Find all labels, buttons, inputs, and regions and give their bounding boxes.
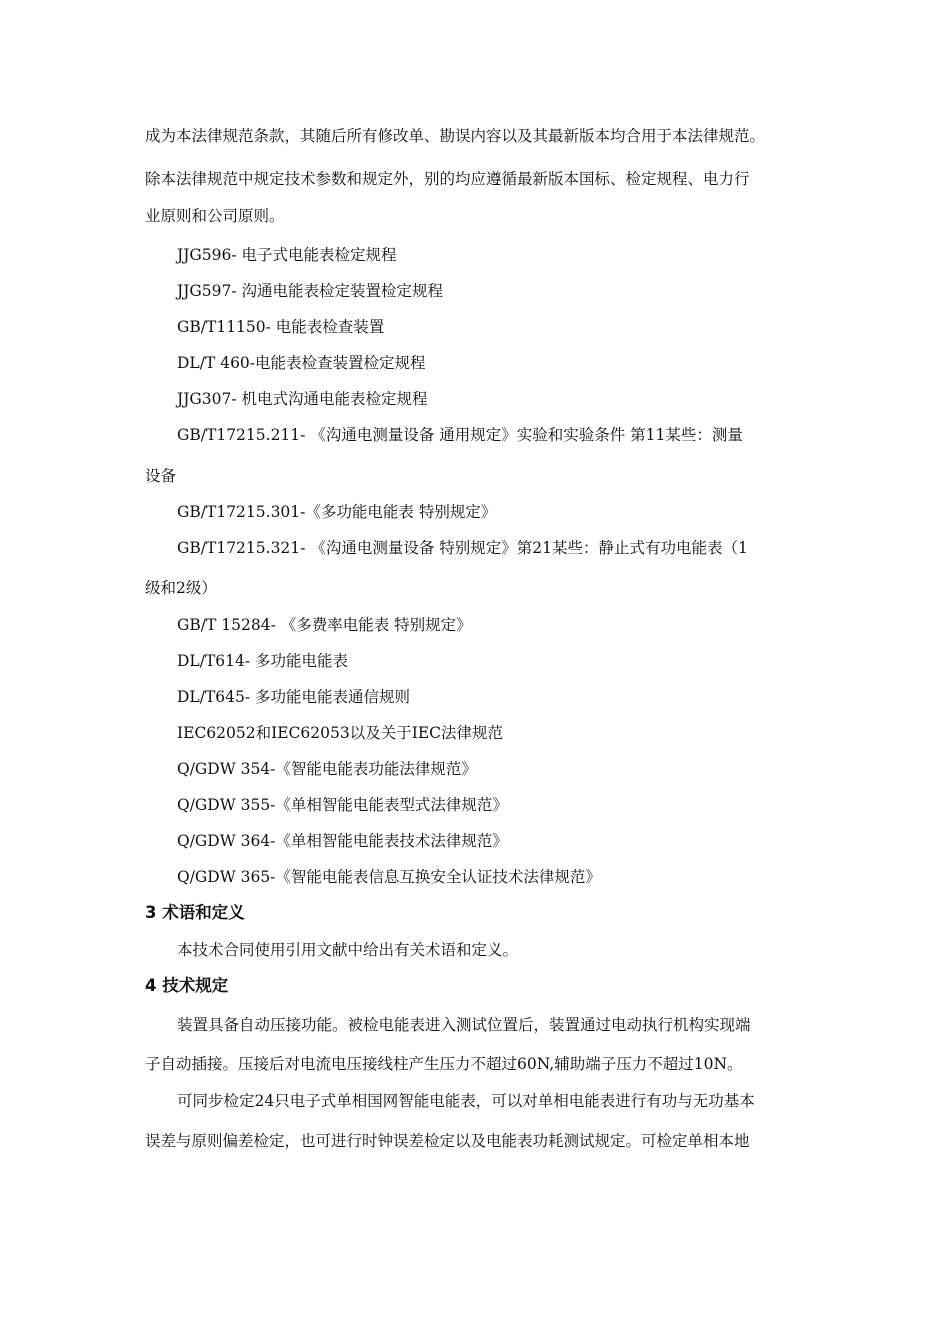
ref-iec62052: IEC62052和IEC62053以及关于IEC法律规范 [177,724,504,742]
section-4-heading: 4 技术规定 [145,976,229,995]
ref-qgdw354: Q/GDW 354-《智能电能表功能法律规范》 [177,760,477,778]
section-4-line-1: 装置具备自动压接功能。被检电能表进入测试位置后，装置通过电动执行机构实现端 [177,1016,751,1034]
section-4-line-4: 误差与原则偏差检定，也可进行时钟误差检定以及电能表功耗测试规定。可检定单相本地 [145,1132,750,1150]
ref-qgdw355: Q/GDW 355-《单相智能电能表型式法律规范》 [177,796,508,814]
ref-gbt17215-211-cont: 设备 [145,467,177,485]
ref-gbt17215-321-cont: 级和2级） [145,579,217,597]
ref-gbt15284: GB/T 15284- 《多费率电能表 特别规定》 [177,616,472,634]
ref-jjg597: JJG597- 沟通电能表检定装置检定规程 [177,282,444,300]
ref-qgdw365: Q/GDW 365-《智能电能表信息互换安全认证技术法律规范》 [177,868,601,886]
intro-line-3: 业原则和公司原则。 [145,207,285,225]
intro-line-1: 成为本法律规范条款，其随后所有修改单、勘误内容以及其最新版本均合用于本法律规范。 [145,127,766,145]
ref-dlt645: DL/T645- 多功能电能表通信规则 [177,688,411,706]
ref-dlt460: DL/T 460-电能表检查装置检定规程 [177,354,426,372]
section-3-body: 本技术合同使用引用文献中给出有关术语和定义。 [177,941,519,959]
section-3-heading: 3 术语和定义 [145,903,245,922]
ref-dlt614: DL/T614- 多功能电能表 [177,652,349,670]
section-4-line-2: 子自动插接。压接后对电流电压接线柱产生压力不超过60N,辅助端子压力不超过10N。 [145,1055,743,1073]
section-4-line-3: 可同步检定24只电子式单相国网智能电能表，可以对单相电能表进行有功与无功基本 [177,1092,755,1110]
ref-qgdw364: Q/GDW 364-《单相智能电能表技术法律规范》 [177,832,508,850]
intro-line-2: 除本法律规范中规定技术参数和规定外，别的均应遵循最新版本国标、检定规程、电力行 [145,170,750,188]
ref-jjg596: JJG596- 电子式电能表检定规程 [177,246,397,264]
ref-jjg307: JJG307- 机电式沟通电能表检定规程 [177,390,428,408]
ref-gbt17215-211: GB/T17215.211- 《沟通电测量设备 通用规定》实验和实验条件 第11某些：测量 [177,426,743,444]
ref-gbt17215-321: GB/T17215.321- 《沟通电测量设备 特别规定》第21某些：静止式有功电能表（1 [177,539,748,557]
ref-gbt11150: GB/T11150- 电能表检查装置 [177,318,385,336]
ref-gbt17215-301: GB/T17215.301-《多功能电能表 特别规定》 [177,503,497,521]
